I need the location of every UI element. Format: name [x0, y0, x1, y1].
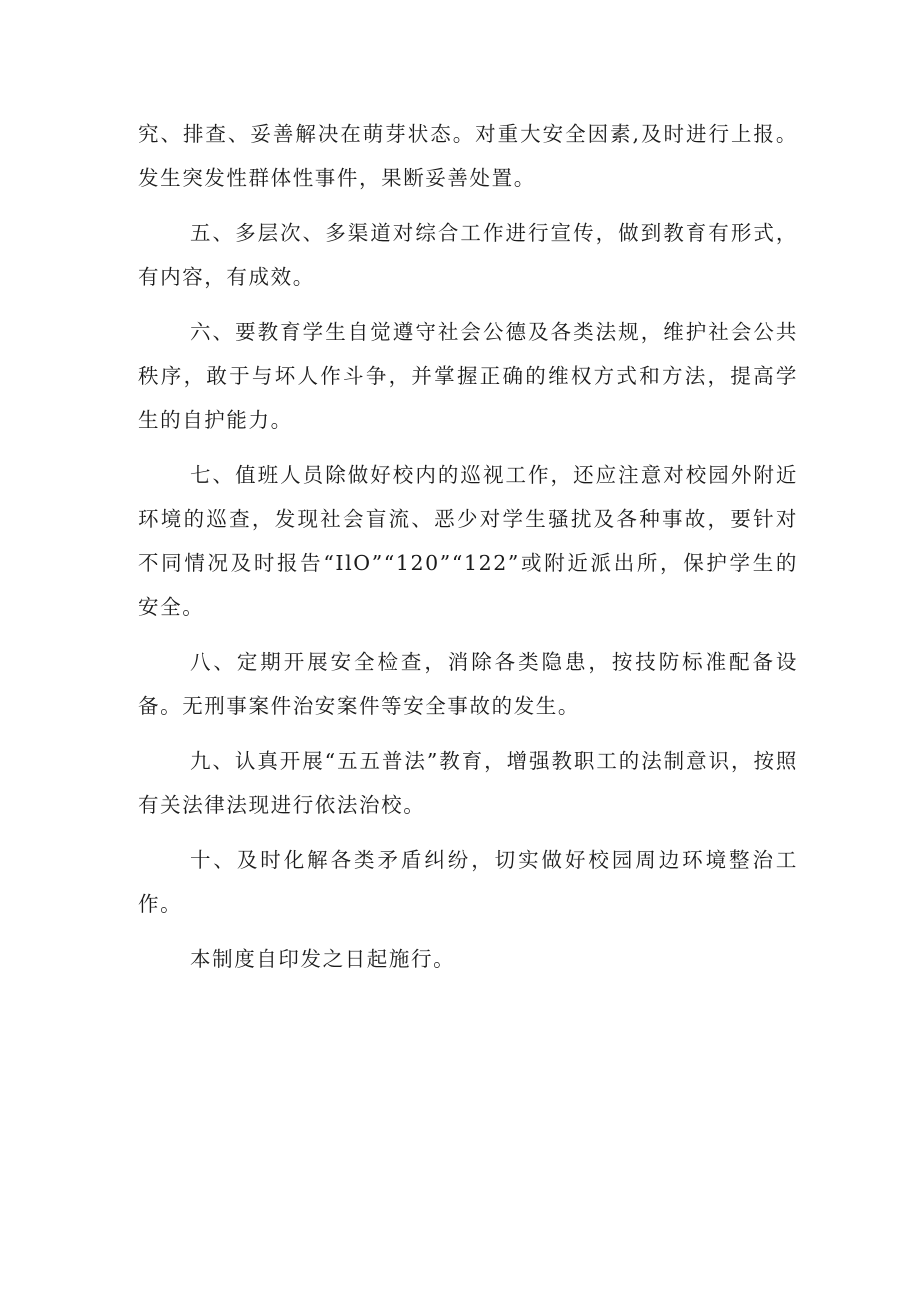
document-body	[138, 112, 798, 992]
paragraph-item-5: 五、多层次、多渠道对综合工作进行宣传，做到教育有形式，有内容，有成效。	[138, 221, 798, 289]
paragraph-item-9: 九、认真开展“五五普法”教育，增强教职工的法制意识，按照有关法律法现进行依法治校。	[138, 749, 798, 817]
paragraph-item-7: 七、值班人员除做好校内的巡视工作，还应注意对校园外附近环境的巡查，发现社会盲流、恶少对学生骚扰及各种事故，要针对不同情况及时报告“IlO”“120”“122”或附近派出所，保护学生的安全。	[138, 463, 798, 619]
paragraph-item-10: 十、及时化解各类矛盾纠纷，切实做好校园周边环境整治工作。	[138, 848, 798, 916]
paragraph-effective-date: 本制度自印发之日起施行。	[190, 947, 456, 971]
paragraph-item-8: 八、定期开展安全检查，消除各类隐患，按技防标准配备设备。无刑事案件治安案件等安全事故的发生。	[138, 650, 798, 718]
paragraph-item-6: 六、要教育学生自觉遵守社会公德及各类法规，维护社会公共秩序，敢于与坏人作斗争，并掌握正确的维权方式和方法，提高学生的自护能力。	[138, 320, 798, 432]
paragraph-continuation: 究、排查、妥善解决在萌芽状态。对重大安全因素,及时进行上报。发生突发性群体性事件，果断妥善处置。	[138, 122, 798, 190]
